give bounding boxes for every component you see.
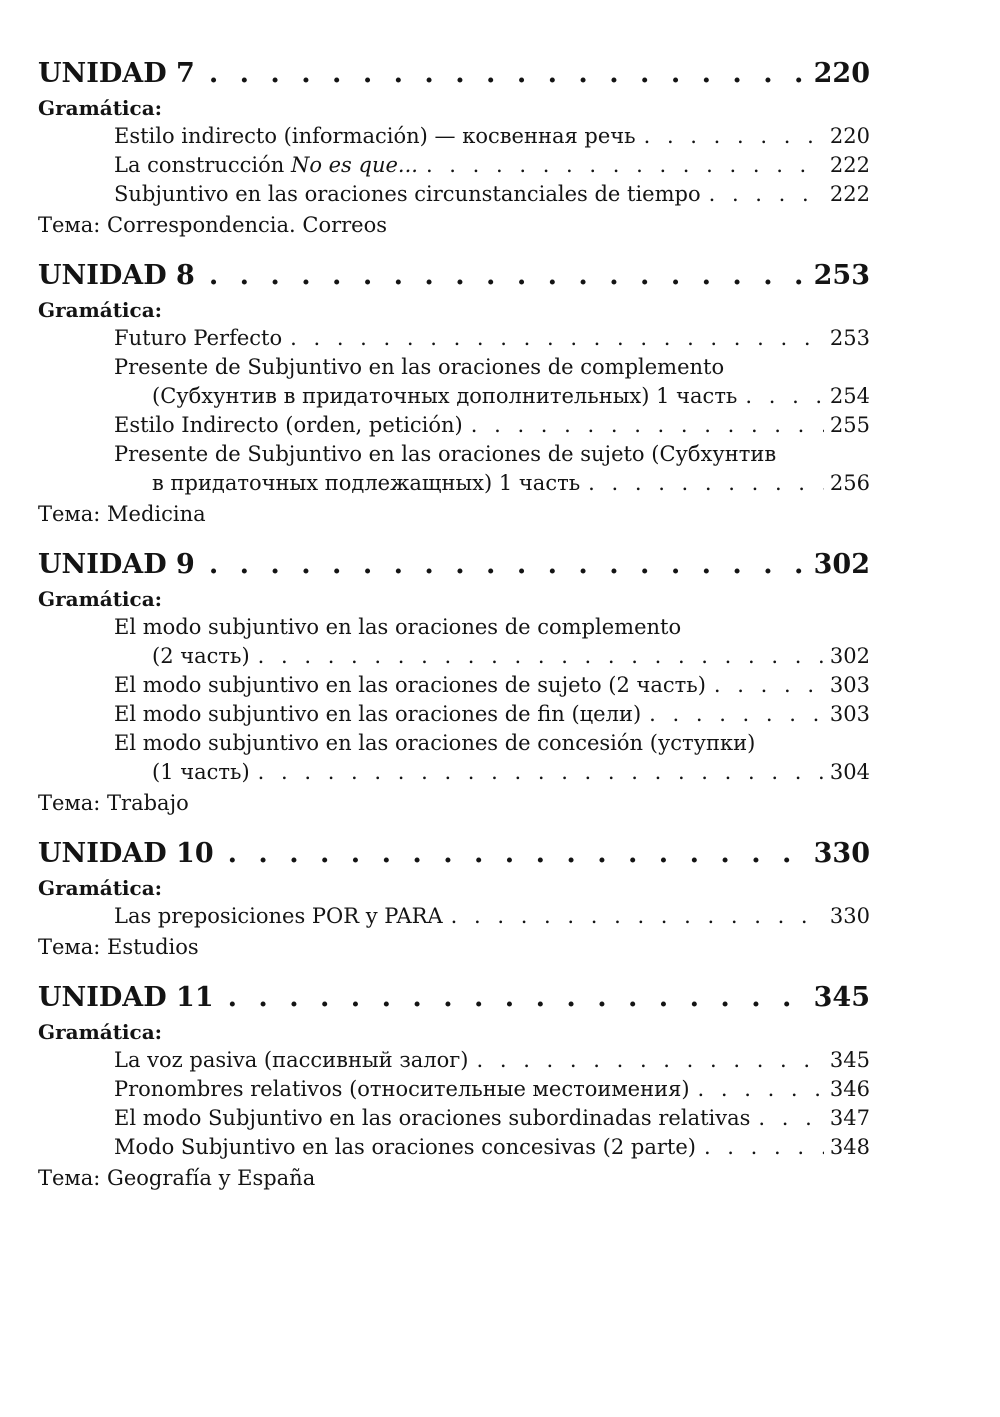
entry-page-number: 222 — [829, 153, 870, 177]
unit-heading — [38, 978, 870, 1018]
entry-text: El modo subjuntivo en las oraciones de sujeto (2 часть) — [114, 673, 706, 697]
toc-entry — [114, 122, 870, 151]
toc-entry — [114, 1075, 870, 1104]
unit-11-section — [38, 978, 870, 1193]
entry-page-number: 254 — [829, 384, 870, 408]
unit-heading — [38, 834, 870, 874]
entry-page-number: 303 — [829, 673, 870, 697]
entry-page-number: 348 — [829, 1135, 870, 1159]
entry-page-number: 220 — [829, 124, 870, 148]
entry-page-number: 255 — [829, 413, 870, 437]
entry-text: El modo Subjuntivo en las oraciones subordinadas relativas — [114, 1106, 751, 1130]
unit-8-section — [38, 256, 870, 529]
unit-7-section — [38, 54, 870, 240]
entry-page-number: 304 — [829, 760, 870, 784]
dot-leader — [228, 834, 806, 874]
entry-page-number: 256 — [829, 471, 870, 495]
entry-text: La voz pasiva (пассивный залог) — [114, 1048, 469, 1072]
dot-leader — [477, 1046, 824, 1075]
unit-page-number: 253 — [813, 260, 870, 291]
entry-text: (2 часть) — [152, 644, 250, 668]
grammar-label: Gramática: — [38, 96, 163, 120]
dot-leader — [471, 411, 824, 440]
dot-leader — [258, 758, 824, 787]
toc-entry — [114, 671, 870, 700]
tema-line: Тема: Geografía y España — [38, 1166, 316, 1190]
toc-entry — [114, 440, 870, 498]
dot-leader — [698, 1075, 824, 1104]
entry-text: Subjuntivo en las oraciones circunstanciales de tiempo — [114, 182, 701, 206]
unit-title: UNIDAD 8 — [38, 260, 195, 291]
entry-lead-text: Presente de Subjuntivo en las oraciones de complemento — [114, 355, 725, 379]
entry-lead-text: El modo subjuntivo en las oraciones de complemento — [114, 615, 682, 639]
unit-heading — [38, 256, 870, 296]
tema-line: Тема: Estudios — [38, 935, 199, 959]
entry-page-number: 345 — [829, 1048, 870, 1072]
entry-page-number: 253 — [829, 326, 870, 350]
unit-title: UNIDAD 7 — [38, 58, 195, 89]
toc-entry — [114, 353, 870, 411]
entry-text-regular: La construcción — [114, 153, 291, 177]
entry-page-number: 302 — [829, 644, 870, 668]
grammar-label: Gramática: — [38, 876, 163, 900]
entry-lead-text: Presente de Subjuntivo en las oraciones de sujeto (Субхунтив — [114, 442, 777, 466]
entry-text-italic: No es que... — [290, 153, 418, 177]
grammar-label: Gramática: — [38, 587, 163, 611]
toc-entry — [114, 1133, 870, 1162]
entry-text: Futuro Perfecto — [114, 326, 283, 350]
dot-leader — [426, 151, 824, 180]
entry-page-number: 330 — [829, 904, 870, 928]
entry-text: El modo subjuntivo en las oraciones de fin (цели) — [114, 702, 642, 726]
entry-page-number: 303 — [829, 702, 870, 726]
unit-page-number: 220 — [813, 58, 870, 89]
dot-leader — [209, 54, 806, 94]
unit-heading — [38, 545, 870, 585]
unit-page-number: 345 — [813, 982, 870, 1013]
toc-entry — [114, 700, 870, 729]
toc-entry — [114, 151, 870, 180]
entry-text: (1 часть) — [152, 760, 250, 784]
unit-page-number: 330 — [813, 838, 870, 869]
dot-leader — [258, 642, 824, 671]
dot-leader — [714, 671, 824, 700]
dot-leader — [290, 324, 824, 353]
table-of-contents — [38, 54, 870, 1209]
dot-leader — [209, 545, 806, 585]
entry-lead-text: El modo subjuntivo en las oraciones de concesión (уступки) — [114, 731, 756, 755]
dot-leader — [745, 382, 824, 411]
entry-page-number: 347 — [829, 1106, 870, 1130]
tema-line: Тема: Correspondencia. Correos — [38, 213, 388, 237]
grammar-label: Gramática: — [38, 298, 163, 322]
dot-leader — [588, 469, 824, 498]
toc-entry — [114, 411, 870, 440]
entry-text — [114, 151, 418, 180]
dot-leader — [704, 1133, 824, 1162]
toc-entry — [114, 180, 870, 209]
dot-leader — [709, 180, 824, 209]
tema-line: Тема: Trabajo — [38, 791, 189, 815]
dot-leader — [649, 700, 824, 729]
tema-line: Тема: Medicina — [38, 502, 206, 526]
dot-leader — [758, 1104, 824, 1133]
entry-page-number: 222 — [829, 182, 870, 206]
toc-entry — [114, 902, 870, 931]
unit-9-section — [38, 545, 870, 818]
toc-entry — [114, 613, 870, 671]
dot-leader — [209, 256, 806, 296]
unit-heading — [38, 54, 870, 94]
entry-text: Modo Subjuntivo en las oraciones concesivas (2 parte) — [114, 1135, 696, 1159]
toc-entry — [114, 729, 870, 787]
entry-text: Estilo Indirecto (orden, petición) — [114, 413, 463, 437]
entry-text: Pronombres relativos (относительные местоимения) — [114, 1077, 690, 1101]
entry-text: Estilo indirecto (información) — косвенная речь — [114, 124, 636, 148]
dot-leader — [451, 902, 824, 931]
unit-title: UNIDAD 10 — [38, 838, 214, 869]
entry-page-number: 346 — [829, 1077, 870, 1101]
toc-entry — [114, 324, 870, 353]
entry-text: Las preposiciones POR y PARA — [114, 904, 443, 928]
unit-page-number: 302 — [813, 549, 870, 580]
unit-title: UNIDAD 11 — [38, 982, 214, 1013]
dot-leader — [228, 978, 806, 1018]
entry-text: (Субхунтив в придаточных дополнительных) 1 часть — [152, 384, 738, 408]
unit-10-section — [38, 834, 870, 962]
entry-text: в придаточных подлежащных) 1 часть — [152, 471, 581, 495]
grammar-label: Gramática: — [38, 1020, 163, 1044]
toc-entry — [114, 1046, 870, 1075]
unit-title: UNIDAD 9 — [38, 549, 195, 580]
dot-leader — [644, 122, 824, 151]
toc-entry — [114, 1104, 870, 1133]
